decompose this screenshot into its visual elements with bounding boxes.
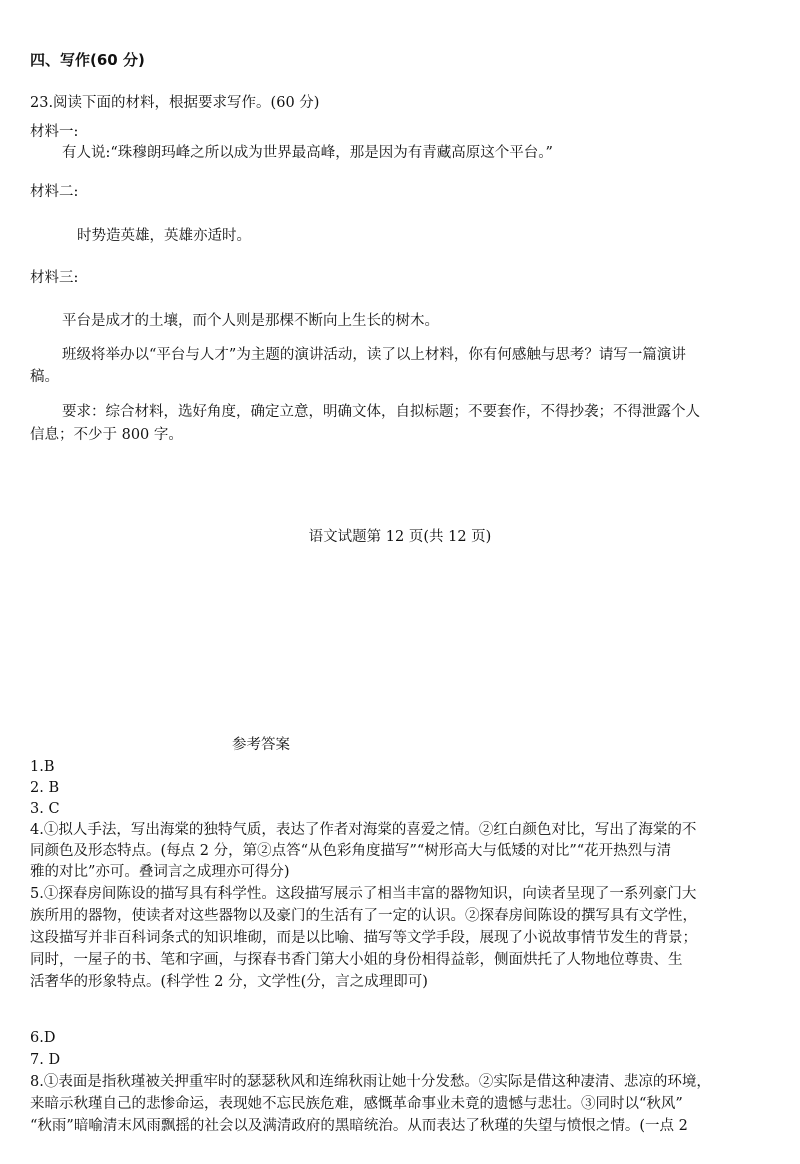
task-line2: 稿。 [30,369,59,385]
answer-4-line2: 同颜色及形态特点。(每点 2 分，第②点答“从色彩角度描写”“树形高大与低矮的对比”“花开热烈与清 [30,843,672,859]
answer-2: 2. B [30,780,60,796]
answer-5-line3: 这段描写并非百科词条式的知识堆砌，而是以比喻、描写等文学手段，展现了小说故事情节发生的背景； [30,930,697,946]
question-23: 23.阅读下面的材料，根据要求写作。(60 分) [30,95,320,111]
task-line1: 班级将举办以“平台与人才”为主题的演讲活动，读了以上材料，你有何感触与思考？请写一篇演讲 [62,347,686,363]
answer-8-line3: “秋雨”暗喻清末风雨飘摇的社会以及满清政府的黑暗统治。从而表达了秋瑾的失望与愤恨之情。(一点 2 [30,1118,688,1134]
answer-6: 6.D [30,1030,56,1046]
material2-text: 时势造英雄，英雄亦适时。 [77,228,251,244]
material1-text: 有人说:“珠穆朗玛峰之所以成为世界最高峰，那是因为有青藏高原这个平台。” [62,145,553,161]
section-heading: 四、写作(60 分) [30,51,145,69]
answer-5-line5: 活奢华的形象特点。(科学性 2 分，文学性(分，言之成理即可) [30,974,428,990]
requirements-line1: 要求：综合材料，选好角度，确定立意，明确文体，自拟标题；不要套作，不得抄袭；不得泄露个人 [62,404,700,420]
answer-8-line2: 来暗示秋瑾自己的悲惨命运，表现她不忘民族危难，感慨革命事业未竟的遗憾与悲壮。③同时以“秋风” [30,1096,683,1112]
material3-text: 平台是成才的土壤，而个人则是那棵不断向上生长的树木。 [62,313,439,329]
answer-5-line4: 同时，一屋子的书、笔和字画，与探春书香门第大小姐的身份相得益彰，侧面烘托了人物地位尊贵、生 [30,952,683,968]
answer-5-line2: 族所用的器物，使读者对这些器物以及豪门的生活有了一定的认识。②探春房间陈设的撰写具有文学性， [30,908,697,924]
material1-label: 材料一: [30,124,79,140]
answer-5-line1: 5.①探春房间陈设的描写具有科学性。这段描写展示了相当丰富的器物知识，向读者呈现了一系列豪门大 [30,886,697,902]
answers-title: 参考答案 [232,737,290,753]
answer-4-line1: 4.①拟人手法，写出海棠的独特气质，表达了作者对海棠的喜爱之情。②红白颜色对比，写出了海棠的不 [30,822,697,838]
page-footer: 语文试题第 12 页(共 12 页) [308,529,492,545]
answer-3: 3. C [30,801,60,817]
answer-1: 1.B [30,759,55,775]
answer-7: 7. D [30,1052,61,1068]
answer-8-line1: 8.①表面是指秋瑾被关押重牢时的瑟瑟秋风和连绵秋雨让她十分发愁。②实际是借这种凄清、悲凉的环境， [30,1074,711,1090]
answer-4-line3: 雅的对比”亦可。叠词言之成理亦可得分) [30,864,290,880]
requirements-line2: 信息；不少于 800 字。 [30,427,183,443]
material3-label: 材料三: [30,270,79,286]
material2-label: 材料二: [30,184,79,200]
